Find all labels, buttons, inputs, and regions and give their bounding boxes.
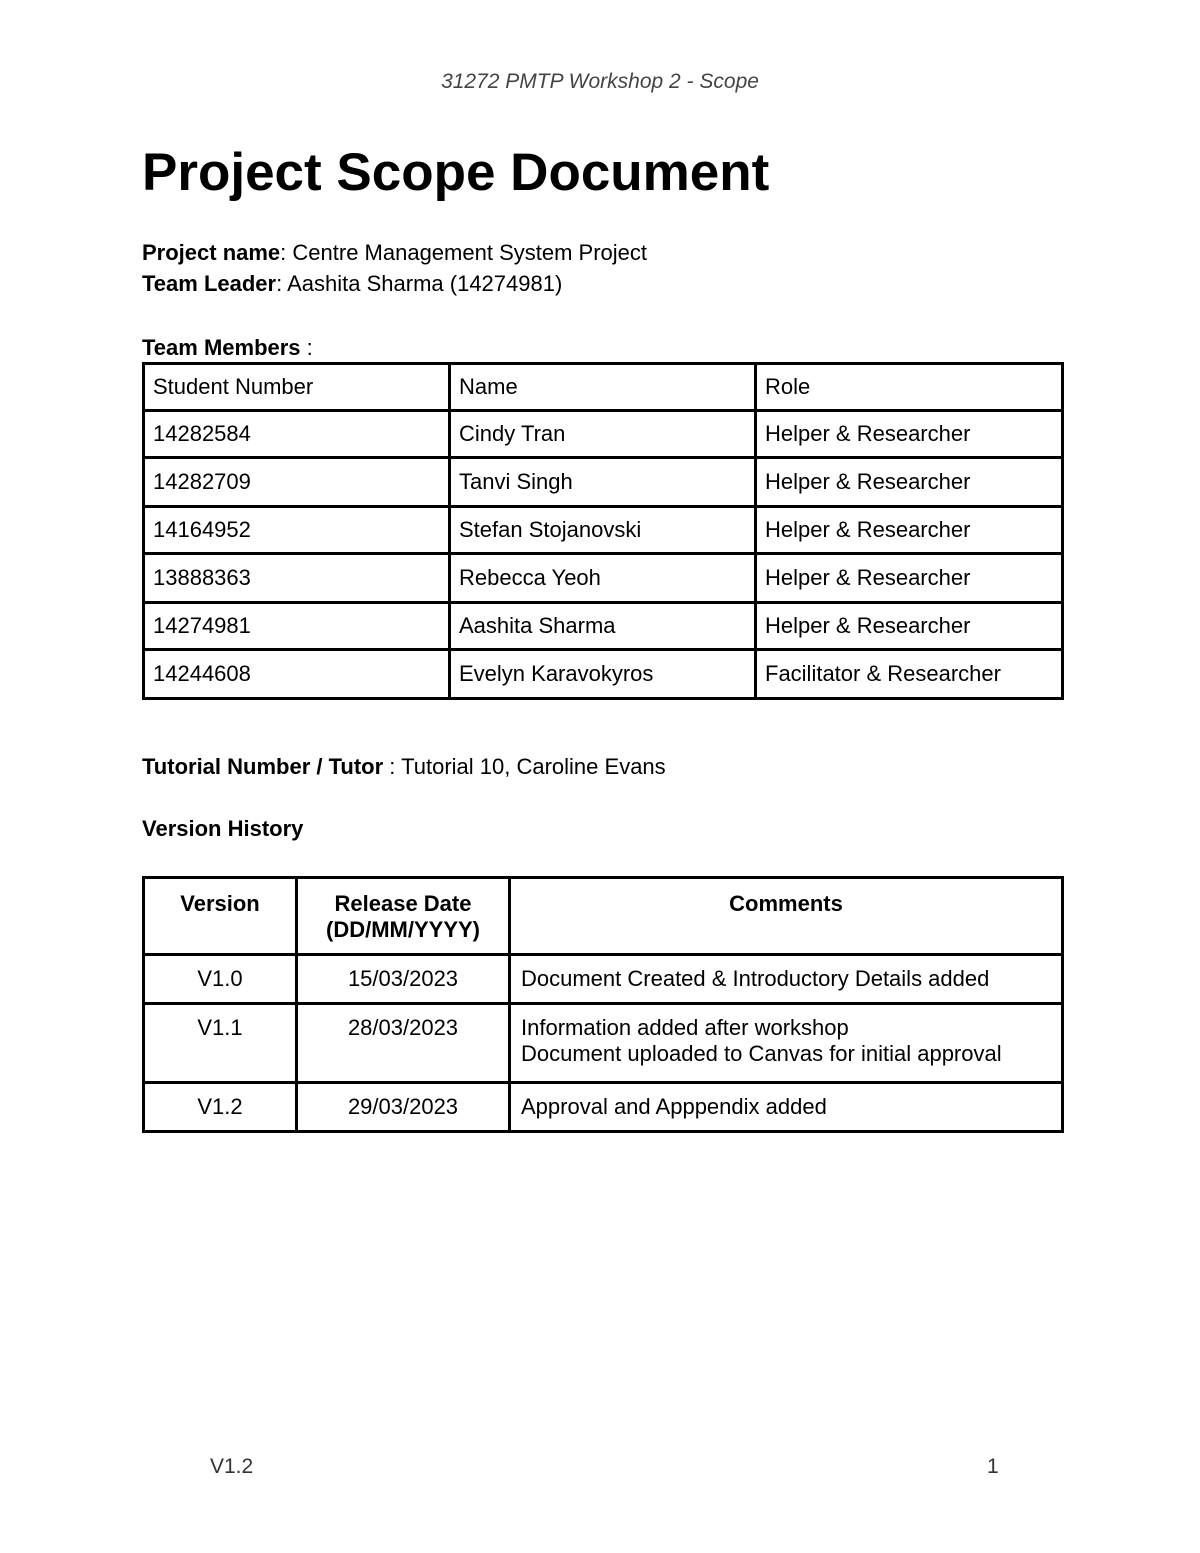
member-role-cell: Facilitator & Researcher bbox=[756, 650, 1063, 699]
table-row bbox=[144, 554, 1063, 603]
team-leader-line bbox=[142, 270, 562, 298]
team-members-label-suffix: : bbox=[300, 335, 313, 360]
member-name-cell: Aashita Sharma bbox=[450, 603, 756, 650]
project-name-line bbox=[142, 239, 647, 267]
release-date-cell: 15/03/2023 bbox=[297, 955, 510, 1004]
header-cell-version: Version bbox=[144, 878, 297, 955]
comment-line: Approval and Apppendix added bbox=[521, 1094, 827, 1119]
table-row bbox=[144, 411, 1063, 458]
version-history-table bbox=[142, 876, 1064, 1133]
version-cell: V1.2 bbox=[144, 1083, 297, 1132]
table-header-row bbox=[144, 878, 1063, 955]
member-name-cell: Cindy Tran bbox=[450, 411, 756, 458]
table-row bbox=[144, 650, 1063, 699]
table-row bbox=[144, 603, 1063, 650]
table-header-row bbox=[144, 364, 1063, 411]
header-cell-comments: Comments bbox=[510, 878, 1063, 955]
comment-line: Information added after workshop bbox=[521, 1015, 849, 1040]
table-row bbox=[144, 1083, 1063, 1132]
tutorial-label: Tutorial Number / Tutor bbox=[142, 754, 384, 779]
comment-line: Document Created & Introductory Details added bbox=[521, 966, 990, 991]
comments-cell bbox=[510, 955, 1063, 1004]
tutorial-value: : Tutorial 10, Caroline Evans bbox=[383, 754, 666, 779]
member-role-cell: Helper & Researcher bbox=[756, 507, 1063, 554]
version-history-label: Version History bbox=[142, 816, 304, 841]
team-members-heading bbox=[142, 334, 313, 362]
release-date-cell: 28/03/2023 bbox=[297, 1004, 510, 1083]
comments-cell bbox=[510, 1004, 1063, 1083]
header-cell-release-date: Release Date (DD/MM/YYYY) bbox=[297, 878, 510, 955]
table-row bbox=[144, 1004, 1063, 1083]
version-history-heading bbox=[142, 815, 303, 843]
team-leader-value: : Aashita Sharma (14274981) bbox=[276, 271, 563, 296]
member-name-cell: Stefan Stojanovski bbox=[450, 507, 756, 554]
student-number-cell: 14244608 bbox=[144, 650, 450, 699]
document-title: Project Scope Document bbox=[142, 143, 770, 202]
member-role-cell: Helper & Researcher bbox=[756, 458, 1063, 507]
footer-version: V1.2 bbox=[210, 1455, 254, 1478]
team-leader-label: Team Leader bbox=[142, 271, 277, 296]
student-number-cell: 14282709 bbox=[144, 458, 450, 507]
comment-line: Document uploaded to Canvas for initial approval bbox=[521, 1041, 1002, 1066]
page-number: 1 bbox=[987, 1455, 999, 1478]
table-row bbox=[144, 507, 1063, 554]
release-date-cell: 29/03/2023 bbox=[297, 1083, 510, 1132]
project-name-label: Project name bbox=[142, 240, 281, 265]
comments-cell bbox=[510, 1083, 1063, 1132]
tutorial-line bbox=[142, 753, 666, 781]
project-name-value: : Centre Management System Project bbox=[280, 240, 647, 265]
table-row bbox=[144, 458, 1063, 507]
student-number-cell: 14164952 bbox=[144, 507, 450, 554]
header-cell-role: Role bbox=[756, 364, 1063, 411]
page-header: 31272 PMTP Workshop 2 - Scope bbox=[441, 70, 759, 93]
header-cell-student-number: Student Number bbox=[144, 364, 450, 411]
member-role-cell: Helper & Researcher bbox=[756, 554, 1063, 603]
member-name-cell: Tanvi Singh bbox=[450, 458, 756, 507]
member-role-cell: Helper & Researcher bbox=[756, 411, 1063, 458]
version-cell: V1.1 bbox=[144, 1004, 297, 1083]
table-row bbox=[144, 955, 1063, 1004]
header-cell-name: Name bbox=[450, 364, 756, 411]
team-members-label: Team Members bbox=[142, 335, 301, 360]
student-number-cell: 14282584 bbox=[144, 411, 450, 458]
student-number-cell: 13888363 bbox=[144, 554, 450, 603]
member-name-cell: Evelyn Karavokyros bbox=[450, 650, 756, 699]
version-cell: V1.0 bbox=[144, 955, 297, 1004]
member-role-cell: Helper & Researcher bbox=[756, 603, 1063, 650]
member-name-cell: Rebecca Yeoh bbox=[450, 554, 756, 603]
team-members-table bbox=[142, 362, 1064, 700]
student-number-cell: 14274981 bbox=[144, 603, 450, 650]
